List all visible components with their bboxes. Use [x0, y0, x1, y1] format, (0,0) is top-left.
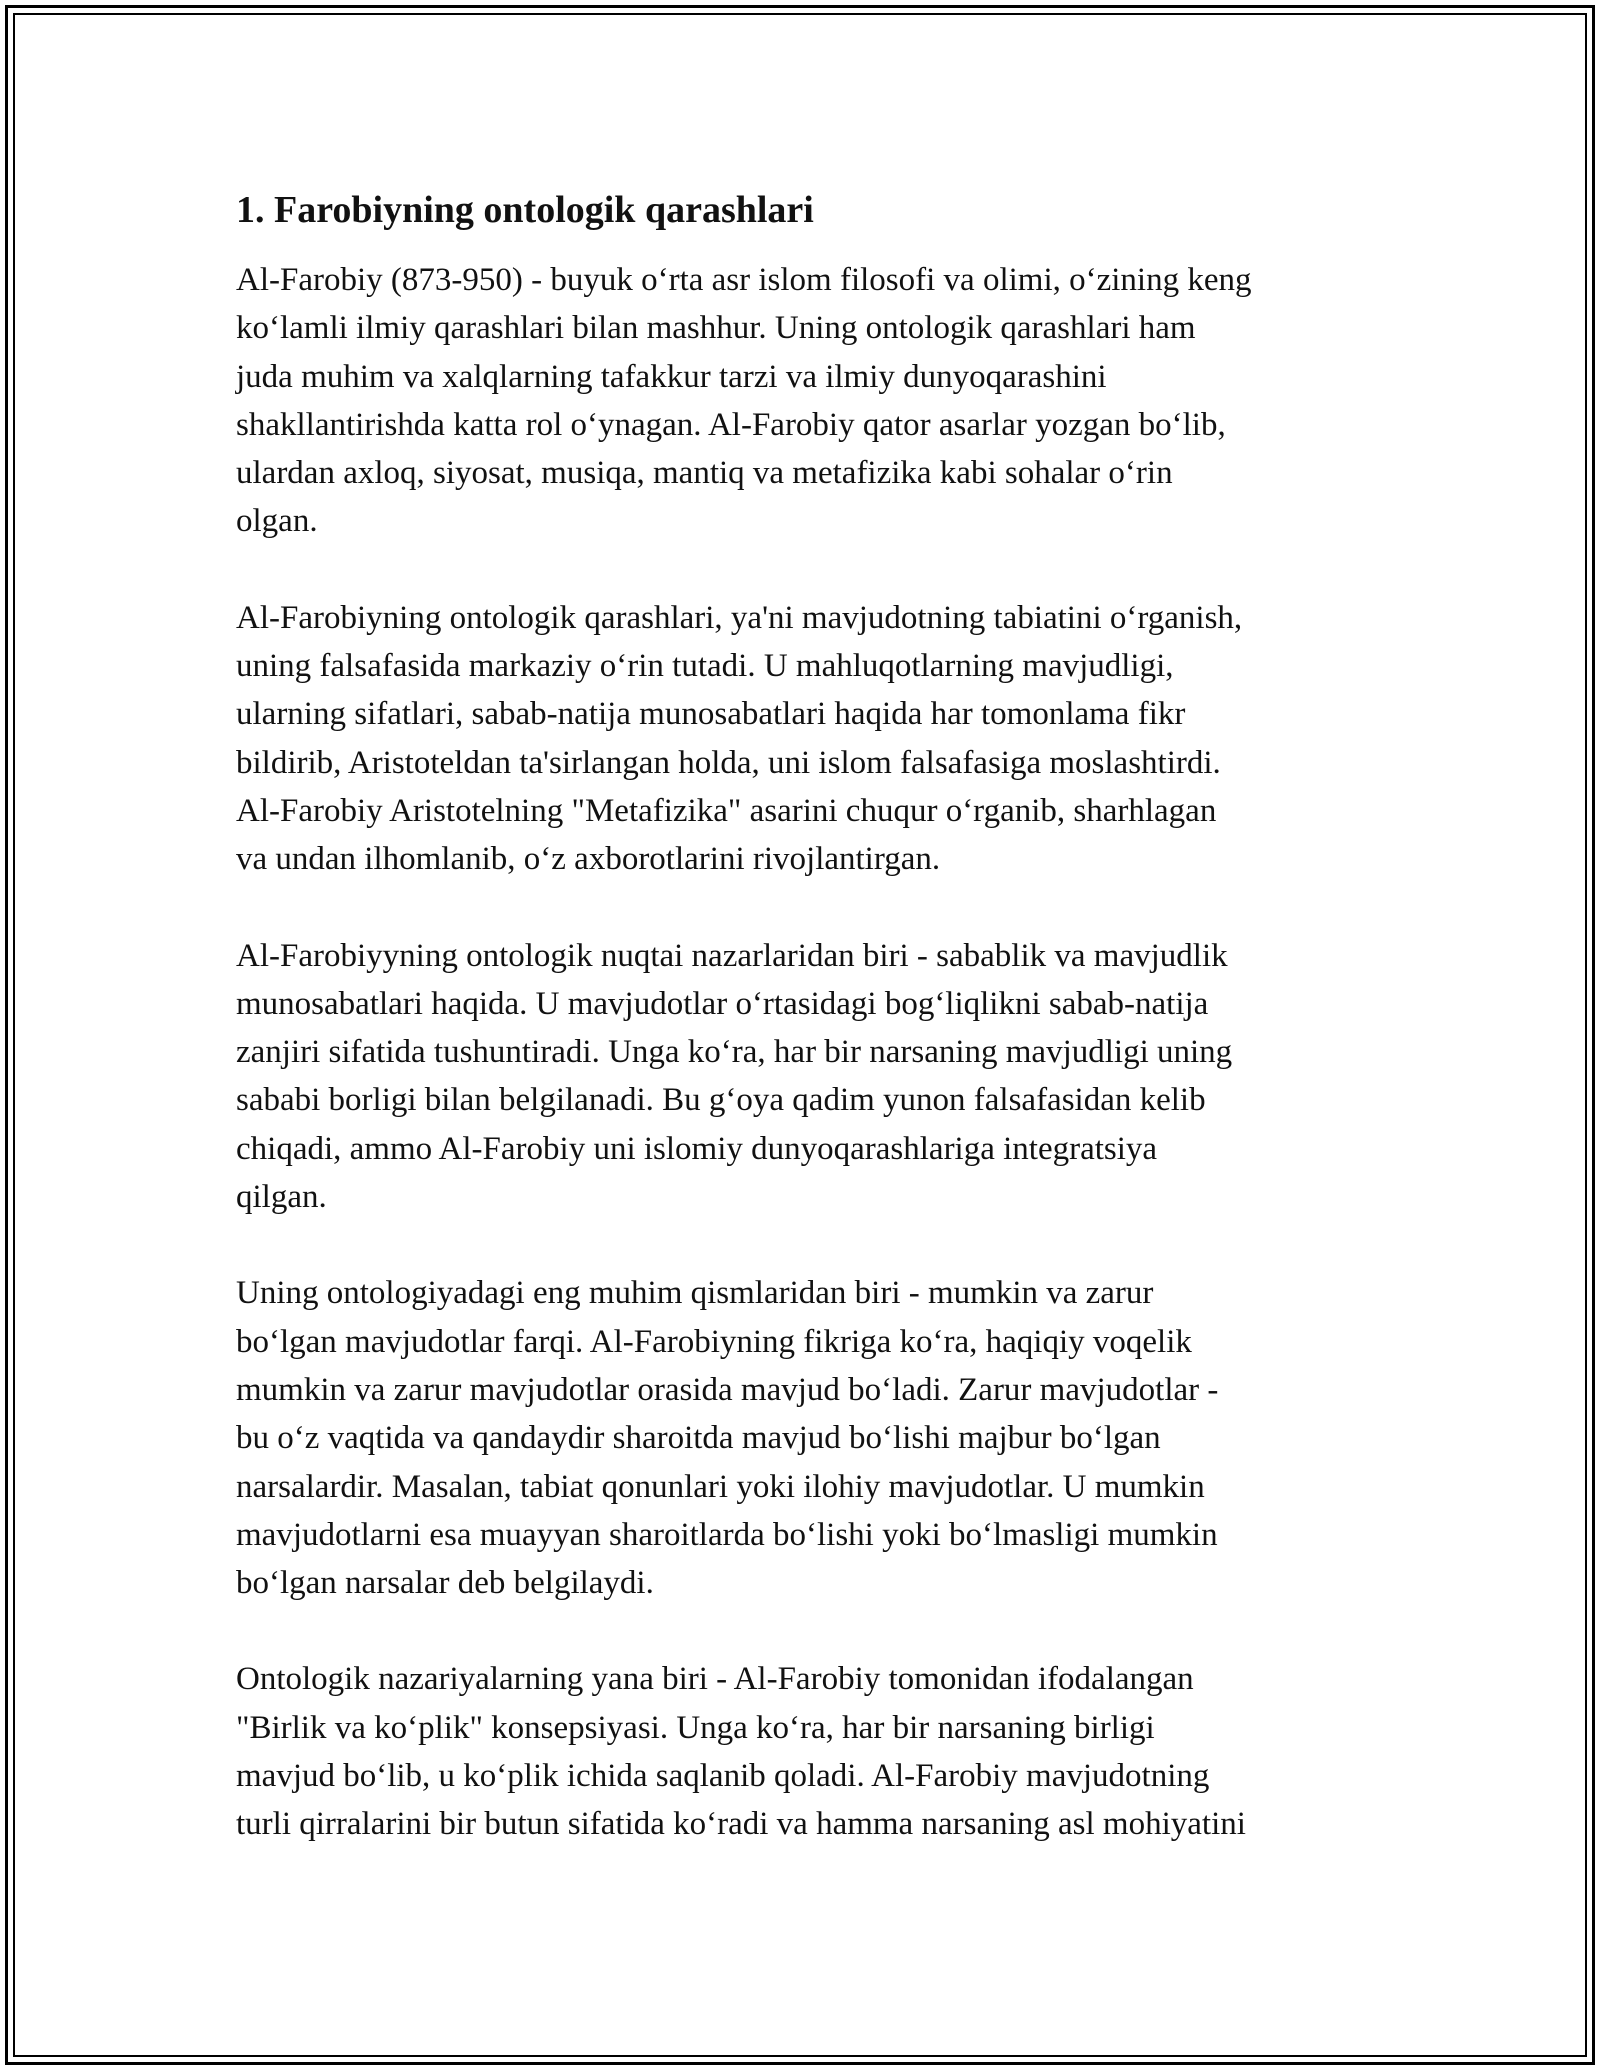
document-body	[236, 185, 1376, 1897]
text-line: Al-Farobiyning ontologik qarashlari, ya'ni mavjudotning tabiatini o‘rganish,	[236, 599, 1243, 636]
text-line: narsalardir. Masalan, tabiat qonunlari yoki ilohiy mavjudotlar. U mumkin	[236, 1468, 1205, 1505]
text-line: Al-Farobiy Aristotelning "Metafizika" asarini chuqur o‘rganib, sharhlagan	[236, 792, 1217, 829]
text-line: munosabatlari haqida. U mavjudotlar o‘rtasidagi bog‘liqlikni sabab-natija	[236, 985, 1209, 1022]
paragraph-4	[236, 1269, 1376, 1607]
paragraph-2	[236, 594, 1376, 884]
text-line: mavjudotlarni esa muayyan sharoitlarda bo‘lishi yoki bo‘lmasligi mumkin	[236, 1516, 1218, 1553]
section-heading: 1. Farobiyning ontologik qarashlari	[236, 189, 814, 231]
text-line: zanjiri sifatida tushuntiradi. Unga ko‘ra, har bir narsaning mavjudligi uning	[236, 1034, 1233, 1071]
text-line: Uning ontologiyadagi eng muhim qismlaridan biri - mumkin va zarur	[236, 1275, 1154, 1312]
text-line: ko‘lamli ilmiy qarashlari bilan mashhur. Uning ontologik qarashlari ham	[236, 310, 1196, 347]
text-line: olgan.	[236, 503, 318, 540]
text-line: shakllantirishda katta rol o‘ynagan. Al-Farobiy qator asarlar yozgan bo‘lib,	[236, 406, 1226, 443]
text-line: Ontologik nazariyalarning yana biri - Al-Farobiy tomonidan ifodalangan	[236, 1661, 1194, 1698]
text-line: "Birlik va ko‘plik" konsepsiyasi. Unga ko‘ra, har bir narsaning birligi	[236, 1709, 1155, 1746]
text-line: va undan ilhomlanib, o‘z axborotlarini rivojlantirgan.	[236, 841, 941, 878]
paragraph-5	[236, 1655, 1376, 1848]
text-line: Al-Farobiyyning ontologik nuqtai nazarlaridan biri - sabablik va mavjudlik	[236, 937, 1228, 974]
text-line: bo‘lgan mavjudotlar farqi. Al-Farobiyning fikriga ko‘ra, haqiqiy voqelik	[236, 1323, 1192, 1360]
paragraph-3	[236, 932, 1376, 1222]
text-line: juda muhim va xalqlarning tafakkur tarzi va ilmiy dunyoqarashini	[236, 358, 1107, 395]
text-line: bo‘lgan narsalar deb belgilaydi.	[236, 1565, 654, 1602]
text-line: turli qirralarini bir butun sifatida ko‘radi va hamma narsaning asl mohiyatini	[236, 1806, 1246, 1843]
text-line: bildirib, Aristoteldan ta'sirlangan holda, uni islom falsafasiga moslashtirdi.	[236, 744, 1221, 781]
text-line: mavjud bo‘lib, u ko‘plik ichida saqlanib qoladi. Al-Farobiy mavjudotning	[236, 1758, 1210, 1795]
text-line: qilgan.	[236, 1179, 327, 1216]
text-line: mumkin va zarur mavjudotlar orasida mavjud bo‘ladi. Zarur mavjudotlar -	[236, 1371, 1219, 1408]
text-line: Al-Farobiy (873-950) - buyuk o‘rta asr islom filosofi va olimi, o‘zining keng	[236, 262, 1252, 298]
text-line: uning falsafasida markaziy o‘rin tutadi. U mahluqotlarning mavjudligi,	[236, 648, 1174, 685]
text-line: ulardan axloq, siyosat, musiqa, mantiq va metafizika kabi sohalar o‘rin	[236, 455, 1173, 492]
text-line: chiqadi, ammo Al-Farobiy uni islomiy dunyoqarashlariga integratsiya	[236, 1130, 1158, 1167]
text-line: ularning sifatlari, sabab-natija munosabatlari haqida har tomonlama fikr	[236, 696, 1186, 733]
text-line: bu o‘z vaqtida va qandaydir sharoitda mavjud bo‘lishi majbur bo‘lgan	[236, 1420, 1161, 1457]
paragraph-1	[236, 256, 1376, 546]
text-line: sababi borligi bilan belgilanadi. Bu g‘oya qadim yunon falsafasidan kelib	[236, 1082, 1206, 1119]
